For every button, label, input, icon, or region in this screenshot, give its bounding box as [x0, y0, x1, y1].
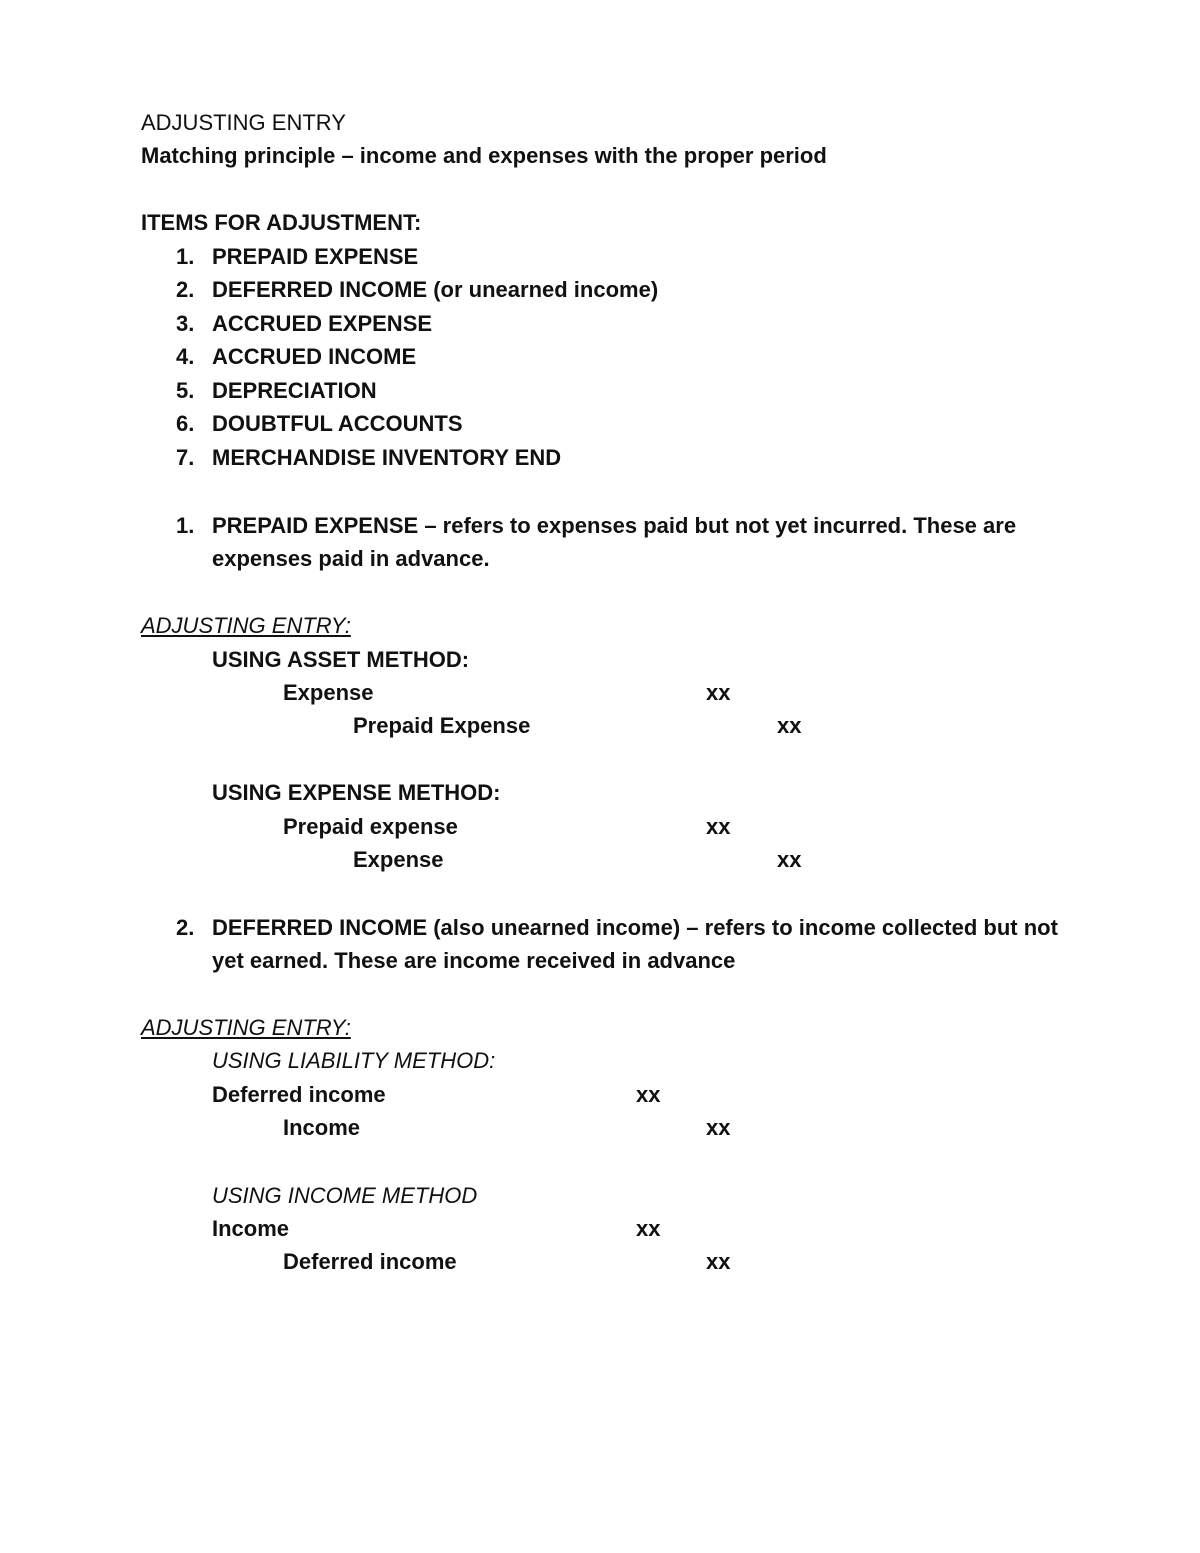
liability-debit-account: Deferred income — [212, 1082, 386, 1107]
list-number: 1. — [176, 244, 195, 269]
list-number: 4. — [176, 344, 195, 369]
income-credit-amount: xx — [706, 1249, 731, 1274]
list-item — [176, 309, 433, 339]
expense-credit-account: Expense — [353, 847, 444, 872]
list-label: ACCRUED INCOME — [212, 344, 417, 369]
section1-number: 1. — [176, 513, 195, 538]
asset-debit-amount: xx — [706, 680, 731, 705]
asset-debit-account: Expense — [283, 680, 374, 705]
section2-definition: DEFERRED INCOME (also unearned income) – refers to income collected but not yet earned. These are income received in advance — [212, 915, 1058, 973]
document-title: ADJUSTING ENTRY — [141, 110, 346, 135]
income-debit-account: Income — [212, 1216, 290, 1241]
list-label: PREPAID EXPENSE — [212, 244, 419, 269]
list-item — [176, 275, 659, 305]
list-number: 6. — [176, 411, 195, 436]
list-label: DEPRECIATION — [212, 378, 377, 403]
list-label: MERCHANDISE INVENTORY END — [212, 445, 562, 470]
document-subtitle: Matching principle – income and expenses with the proper period — [141, 143, 827, 168]
section2-number: 2. — [176, 915, 195, 940]
expense-method-heading: USING EXPENSE METHOD: — [212, 780, 501, 805]
items-heading: ITEMS FOR ADJUSTMENT: — [141, 210, 422, 235]
list-item — [176, 242, 419, 272]
list-item — [176, 409, 463, 439]
liability-method-heading: USING LIABILITY METHOD: — [212, 1048, 496, 1073]
liability-credit-amount: xx — [706, 1115, 731, 1140]
list-label: ACCRUED EXPENSE — [212, 311, 433, 336]
expense-debit-account: Prepaid expense — [283, 814, 458, 839]
income-credit-account: Deferred income — [283, 1249, 457, 1274]
list-label: DEFERRED INCOME (or unearned income) — [212, 277, 659, 302]
expense-debit-amount: xx — [706, 814, 731, 839]
list-item — [176, 443, 562, 473]
expense-credit-amount: xx — [777, 847, 802, 872]
list-number: 5. — [176, 378, 195, 403]
list-item — [176, 342, 417, 372]
asset-method-heading: USING ASSET METHOD: — [212, 647, 470, 672]
income-debit-amount: xx — [636, 1216, 661, 1241]
asset-credit-account: Prepaid Expense — [353, 713, 531, 738]
liability-debit-amount: xx — [636, 1082, 661, 1107]
asset-credit-amount: xx — [777, 713, 802, 738]
list-number: 3. — [176, 311, 195, 336]
list-number: 2. — [176, 277, 195, 302]
list-item — [176, 376, 377, 406]
income-method-heading: USING INCOME METHOD — [212, 1183, 478, 1208]
section1-definition: PREPAID EXPENSE – refers to expenses paid but not yet incurred. These are expenses paid in advance. — [212, 513, 1017, 571]
list-label: DOUBTFUL ACCOUNTS — [212, 411, 463, 436]
section1-entry-heading: ADJUSTING ENTRY: — [141, 613, 351, 638]
liability-credit-account: Income — [283, 1115, 361, 1140]
list-number: 7. — [176, 445, 195, 470]
section2-entry-heading: ADJUSTING ENTRY: — [141, 1015, 351, 1040]
